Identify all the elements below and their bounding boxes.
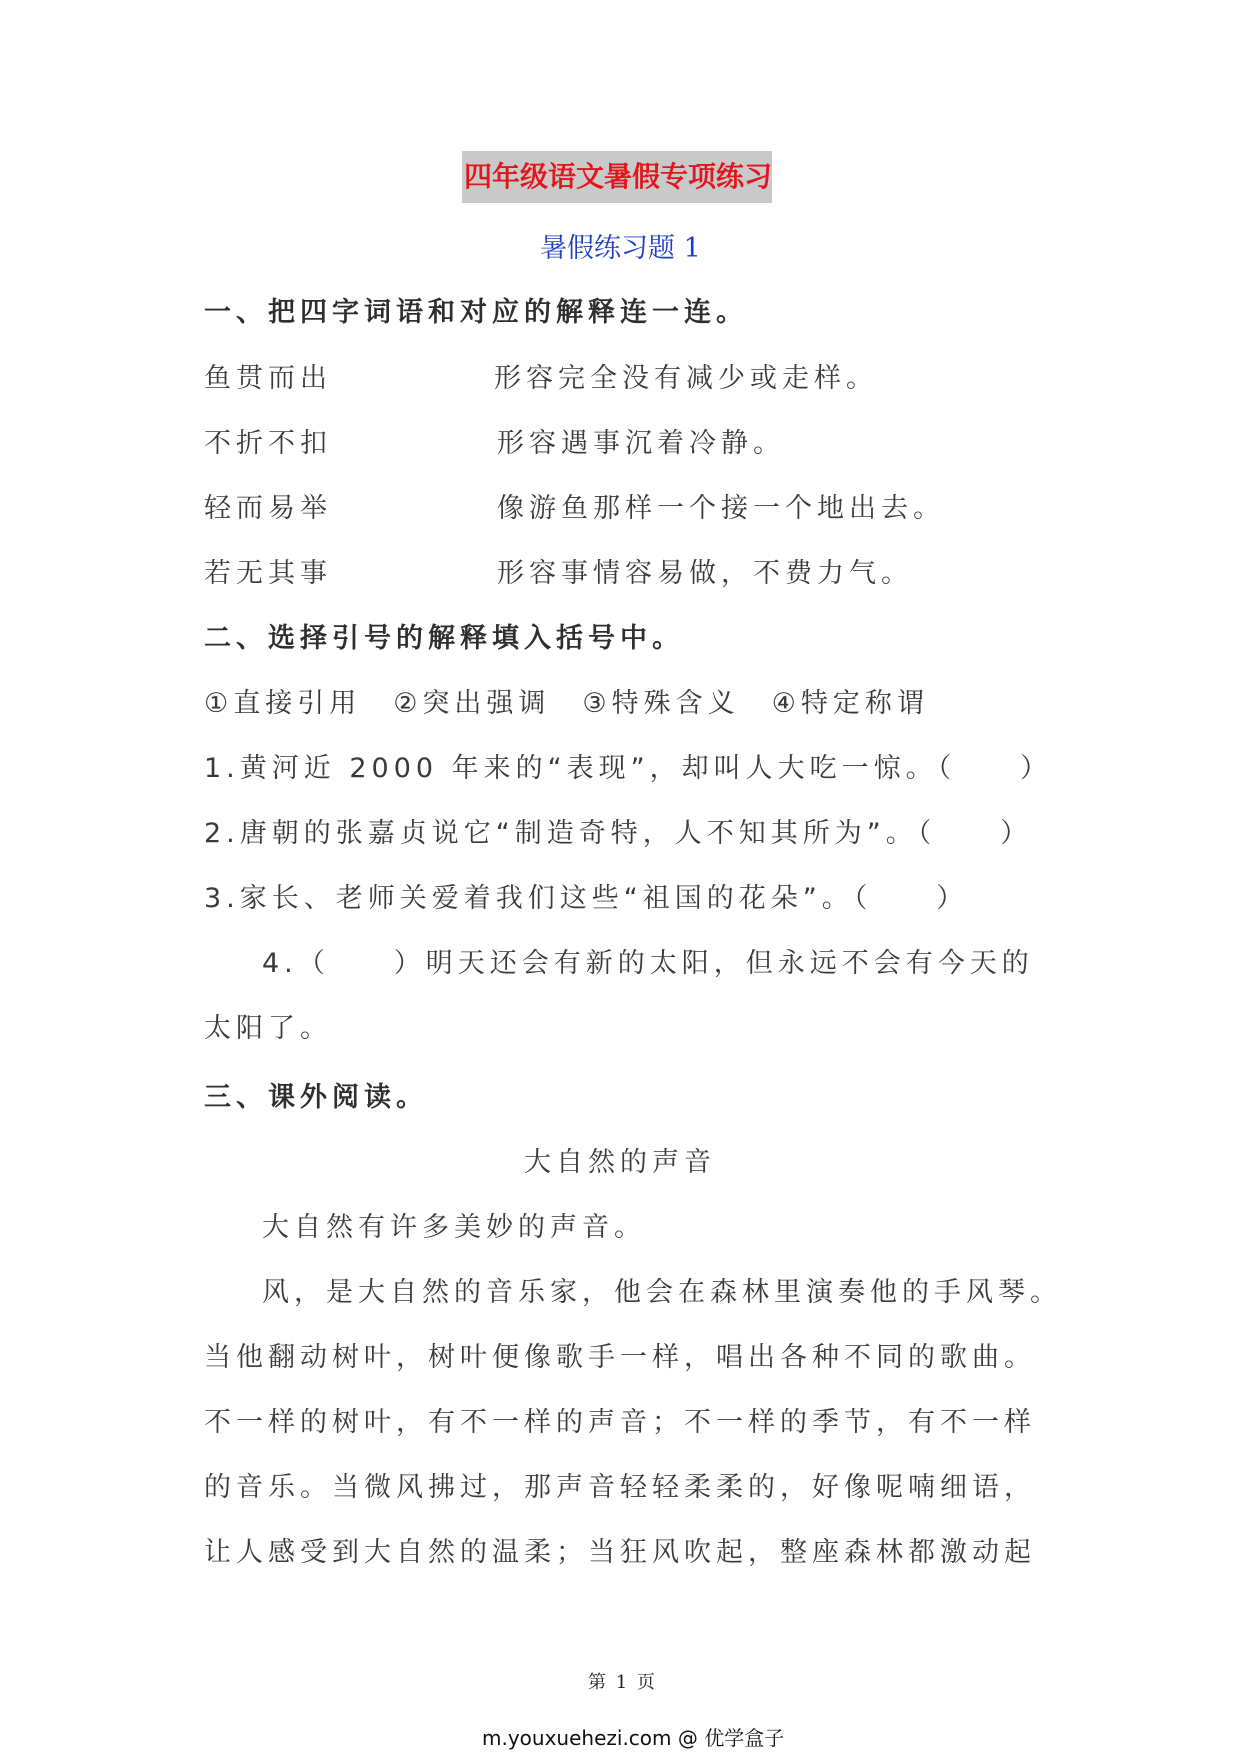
passage-paragraph-2-line-1: 风，是大自然的音乐家，他会在森林里演奏他的手风琴。	[262, 1277, 1062, 1308]
term-2: 不折不扣	[204, 428, 332, 459]
quote-options: ①直接引用 ②突出强调 ③特殊含义 ④特定称谓	[204, 688, 929, 719]
term-1: 鱼贯而出	[204, 363, 332, 394]
page-number: 第 1 页	[588, 1672, 657, 1693]
meaning-2: 形容遇事沉着冷静。	[497, 428, 785, 459]
page-title: 四年级语文暑假专项练习	[462, 151, 772, 203]
site-footer: m.youxuehezi.com @ 优学盒子	[482, 1726, 785, 1750]
passage-paragraph-2-line-3: 不一样的树叶，有不一样的声音；不一样的季节，有不一样	[204, 1407, 1036, 1438]
question-4-line-1: 4.（ ）明天还会有新的太阳，但永远不会有今天的	[262, 948, 1034, 979]
section-2-heading: 二、选择引号的解释填入括号中。	[204, 623, 684, 654]
passage-title: 大自然的声音	[524, 1147, 716, 1178]
passage-paragraph-2-line-5: 让人感受到大自然的温柔；当狂风吹起，整座森林都激动起	[204, 1537, 1036, 1568]
passage-paragraph-1: 大自然有许多美妙的声音。	[262, 1212, 646, 1243]
exercise-subtitle: 暑假练习题 1	[540, 233, 701, 264]
term-3: 轻而易举	[204, 493, 332, 524]
term-4: 若无其事	[204, 558, 332, 589]
meaning-4: 形容事情容易做，不费力气。	[497, 558, 913, 589]
passage-paragraph-2-line-2: 当他翻动树叶，树叶便像歌手一样，唱出各种不同的歌曲。	[204, 1342, 1036, 1373]
question-3: 3.家长、老师关爱着我们这些“祖国的花朵”。（ ）	[204, 883, 969, 914]
section-3-heading: 三、课外阅读。	[204, 1082, 428, 1113]
section-1-heading: 一、把四字词语和对应的解释连一连。	[204, 297, 748, 328]
meaning-3: 像游鱼那样一个接一个地出去。	[497, 493, 945, 524]
question-1: 1.黄河近 2000 年来的“表现”，却叫人大吃一惊。（ ）	[204, 753, 1053, 784]
question-4-line-2: 太阳了。	[204, 1013, 332, 1044]
question-2: 2.唐朝的张嘉贞说它“制造奇特，人不知其所为”。（ ）	[204, 818, 1033, 849]
passage-paragraph-2-line-4: 的音乐。当微风拂过，那声音轻轻柔柔的，好像呢喃细语，	[204, 1472, 1036, 1503]
meaning-1: 形容完全没有减少或走样。	[494, 363, 878, 394]
